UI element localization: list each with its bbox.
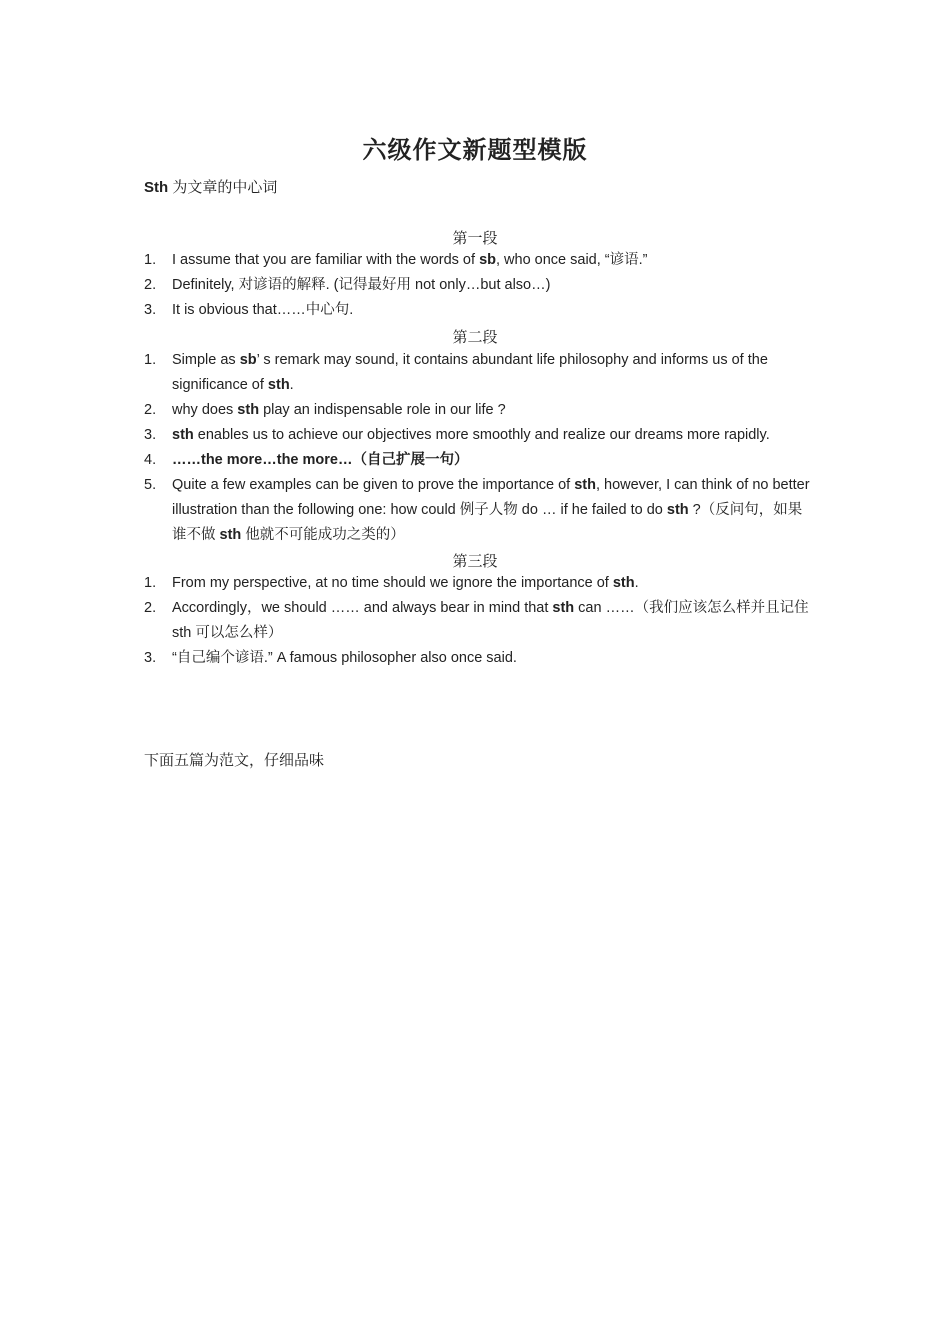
bold-term: sth [267, 377, 290, 393]
text-run: , who once said, “谚语.” [495, 252, 648, 268]
text-run: ’ s remark may sound, it contains abundant life philosophy and informs us of the significance of [172, 352, 768, 393]
list-item-number: 4. [144, 452, 157, 468]
text-run: Definitely, 对谚语的解释. (记得最好用 not only…but also…) [172, 277, 551, 293]
list-item [144, 398, 814, 423]
intro-rest: 为文章的中心词 [168, 179, 278, 196]
bold-term: sth [574, 477, 596, 493]
list-item-number: 5. [144, 477, 157, 493]
list-item [144, 423, 814, 448]
text-run: can ……（我们应该怎么样并且记住 sth 可以怎么样） [172, 600, 809, 641]
list-item [144, 473, 814, 548]
bold-term: sth [219, 527, 242, 543]
intro-bold: Sth [144, 179, 169, 196]
text-run: , however, I can think of no better illustration than the following one: how could 例子人物 do … if he failed to do [172, 477, 810, 518]
text-run: It is obvious that……中心句. [172, 302, 354, 318]
list-item-number: 2. [144, 600, 157, 616]
bold-term: sth [552, 600, 575, 616]
list-item-number: 3. [144, 427, 157, 443]
section-list-3 [144, 571, 814, 671]
bold-term: ……the more…the more…（自己扩展一句） [172, 452, 469, 468]
list-item [144, 298, 814, 323]
list-item-number: 1. [144, 352, 157, 368]
list-item-number: 1. [144, 252, 157, 268]
text-run: . [289, 377, 294, 393]
list-item [144, 273, 814, 298]
document-title: 六级作文新题型模版 [362, 136, 588, 164]
text-run: Simple as [172, 352, 240, 368]
bold-term: sth [172, 427, 194, 443]
section-heading-1: 第一段 [452, 230, 498, 247]
list-item-number: 3. [144, 650, 157, 666]
bold-term: sth [612, 575, 635, 591]
list-item [144, 348, 814, 398]
footer-note: 下面五篇为范文，仔细品味 [144, 752, 325, 769]
section-list-2 [144, 348, 814, 548]
text-run: “自己编个谚语.” A famous philosopher also once said. [172, 650, 517, 666]
bold-term: sb [239, 352, 257, 368]
text-run: Accordingly，we should …… and always bear in mind that [172, 600, 553, 616]
text-run: Quite a few examples can be given to prove the importance of [172, 477, 575, 493]
text-run: . [634, 575, 639, 591]
text-run: why does [172, 402, 238, 418]
list-item-number: 1. [144, 575, 157, 591]
text-run: From my perspective, at no time should we ignore the importance of [172, 575, 613, 591]
bold-term: sth [237, 402, 260, 418]
list-item [144, 248, 814, 273]
list-item-number: 3. [144, 302, 157, 318]
text-run: enables us to achieve our objectives more smoothly and realize our dreams more rapidly. [193, 427, 770, 443]
bold-term: sth [666, 502, 689, 518]
list-item [144, 596, 814, 646]
section-list-1 [144, 248, 814, 323]
list-item [144, 646, 814, 671]
text-run: I assume that you are familiar with the words of [172, 252, 480, 268]
section-heading-2: 第二段 [452, 329, 498, 346]
bold-term: sb [479, 252, 496, 268]
list-item [144, 448, 814, 473]
text-run: 他就不可能成功之类的） [241, 527, 405, 543]
list-item [144, 571, 814, 596]
text-run: play an indispensable role in our life ? [259, 402, 506, 418]
list-item-number: 2. [144, 402, 157, 418]
text-run: ?（反问句，如果谁不做 [172, 502, 803, 543]
section-heading-3: 第三段 [452, 553, 498, 570]
intro-line [144, 176, 277, 197]
list-item-number: 2. [144, 277, 157, 293]
